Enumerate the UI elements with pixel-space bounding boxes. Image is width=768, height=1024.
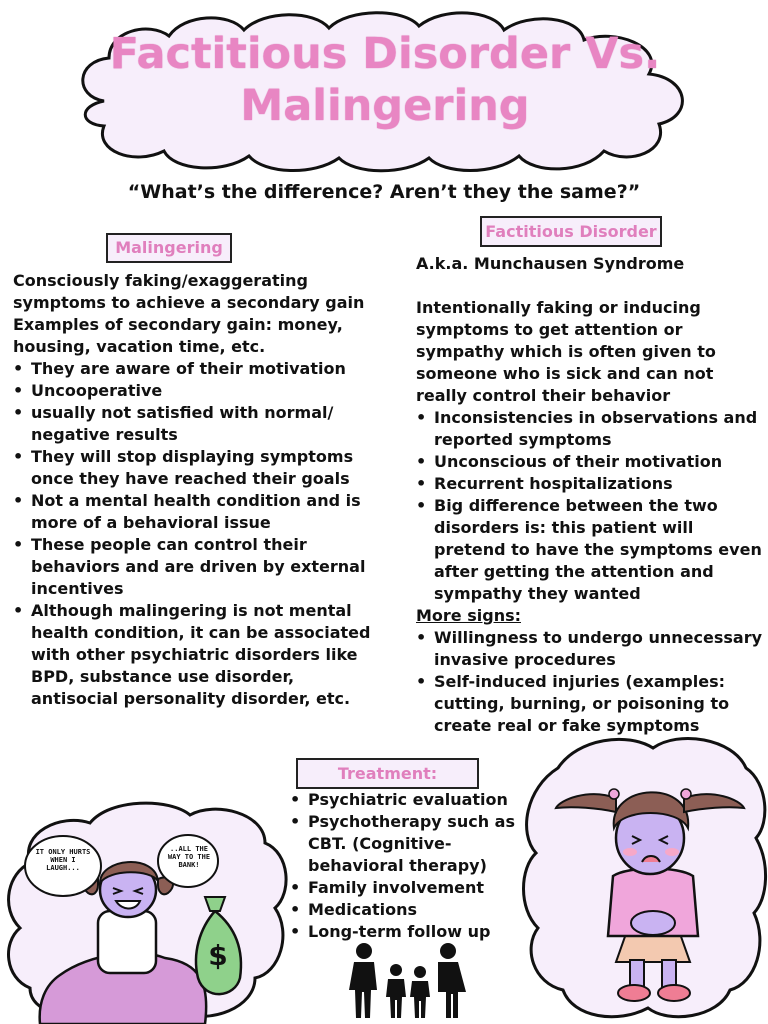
- svg-text:$: $: [208, 939, 228, 972]
- list-item: • Self-induced injuries (examples: cutting, burning, or poisoning to create real or fake symptoms: [434, 671, 766, 737]
- malingering-illustration: [0, 793, 290, 1024]
- list-item: • Not a mental health condition and is more of a behavioral issue: [31, 490, 373, 534]
- list-item: • These people can control their behaviors and are driven by external incentives: [31, 534, 373, 600]
- malingering-label: Malingering: [106, 233, 232, 263]
- list-item: • They are aware of their motivation: [31, 358, 373, 380]
- more-signs-heading: More signs:: [416, 606, 521, 625]
- list-item: • usually not satisfied with normal/ negative results: [31, 402, 373, 446]
- list-item: • Psychiatric evaluation: [308, 789, 530, 811]
- list-item: • Long-term follow up: [308, 921, 530, 943]
- speech-bubble-right: ..ALL THE WAY TO THE BANK!: [167, 845, 211, 869]
- family-icon: [348, 942, 466, 1018]
- factitious-list: [416, 407, 766, 605]
- list-item: • Although malingering is not mental health condition, it can be associated with other psychiatric disorders like BPD, substance use disorder, antisocial personality disorder, etc.: [31, 600, 373, 710]
- page-title: Factitious Disorder Vs. Malingering: [109, 29, 661, 131]
- malingering-column: [13, 270, 373, 710]
- list-item: • Big difference between the two disorders is: this patient will pretend to have the symptoms even after getting the attention and sympathy they wanted: [434, 495, 766, 605]
- shirt-collar: [98, 911, 156, 973]
- list-item: • Unconscious of their motivation: [434, 451, 766, 473]
- malingering-examples: Examples of secondary gain: money, housing, vacation time, etc.: [13, 315, 343, 356]
- malingering-list: [13, 358, 373, 710]
- treatment-list: [290, 789, 530, 943]
- treatment-column: [290, 789, 530, 943]
- factitious-column: [416, 253, 766, 737]
- factitious-label: Factitious Disorder: [480, 216, 662, 247]
- speech-bubble-left: IT ONLY HURTS WHEN I LAUGH...: [35, 848, 91, 872]
- list-item: • They will stop displaying symptoms once they have reached their goals: [31, 446, 373, 490]
- list-item: • Recurrent hospitalizations: [434, 473, 766, 495]
- factitious-intro: Intentionally faking or inducing symptoms to get attention or sympathy which is often given to someone who is sick and can not really control their behavior: [416, 298, 716, 405]
- factitious-illustration: [518, 728, 768, 1024]
- factitious-aka: A.k.a. Munchausen Syndrome: [416, 254, 685, 273]
- list-item: • Medications: [308, 899, 530, 921]
- page-subtitle: “What’s the difference? Aren’t they the same?”: [127, 181, 641, 203]
- list-item: • Psychotherapy such as CBT. (Cognitive-behavioral therapy): [308, 811, 530, 877]
- more-signs-list: [416, 627, 766, 737]
- list-item: • Uncooperative: [31, 380, 373, 402]
- malingering-intro: Consciously faking/exaggerating symptoms to achieve a secondary gain: [13, 271, 365, 312]
- list-item: • Inconsistencies in observations and reported symptoms: [434, 407, 766, 451]
- list-item: • Family involvement: [308, 877, 530, 899]
- treatment-label: Treatment:: [296, 758, 479, 789]
- list-item: • Willingness to undergo unnecessary invasive procedures: [434, 627, 766, 671]
